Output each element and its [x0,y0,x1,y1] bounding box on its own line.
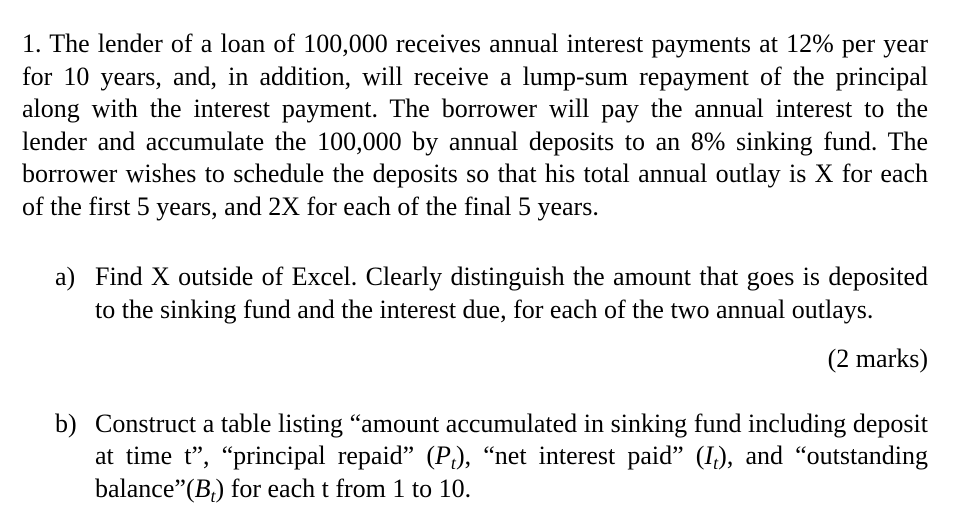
question-text: The lender of a loan of 100,000 receives annual interest payments at 12% per year for 10 years, and, in addition, will receive a lump-sum repayment of the principal along with the interest payment. The borrower will pay the annual interest to the lender and accumulate the 100,000 by annual deposits to an 8% sinking fund. The borrower wishes to schedule the deposits so that his total annual outlay is X for each of the first 5 years, and 2X for each of the final 5 years. [22,29,929,221]
question-1 [22,28,928,223]
balance-close-paren: ) [215,473,225,503]
part-b [55,408,928,506]
balance-open-paren: ( [185,473,195,503]
part-a [55,261,928,326]
part-a-marker: a) [55,262,76,291]
part-b-text [95,408,928,506]
principal-subscript: t [450,453,456,473]
part-b-marker: b) [55,408,77,438]
principal-open-paren: ( [426,441,436,470]
part-b-segment-4: for each t from 1 to 10. [224,473,472,503]
part-a-marks: (2 marks) [827,344,928,373]
question-number: 1. [22,29,42,58]
part-b-segment-2: , “net interest paid” [464,441,696,470]
balance-variable: B [194,473,211,503]
interest-subscript: t [713,453,719,473]
part-b-segment-3: , and “outstanding balance” [95,441,928,503]
balance-subscript: t [210,485,216,506]
interest-close-paren: ) [718,441,727,470]
part-a-text: Find X outside of Excel. Clearly distinguish the amount that goes is deposited to the sinking fund and the interest due, for each of the two annual outlays. [95,262,928,324]
part-b-segment-1: Construct a table listing “amount accumulated in sinking fund including deposit at time t”, “principal repaid” [95,408,928,470]
question-document [22,28,928,505]
interest-variable: I [704,441,714,470]
interest-open-paren: ( [695,441,705,470]
principal-close-paren: ) [455,441,465,470]
principal-variable: P [435,441,451,470]
